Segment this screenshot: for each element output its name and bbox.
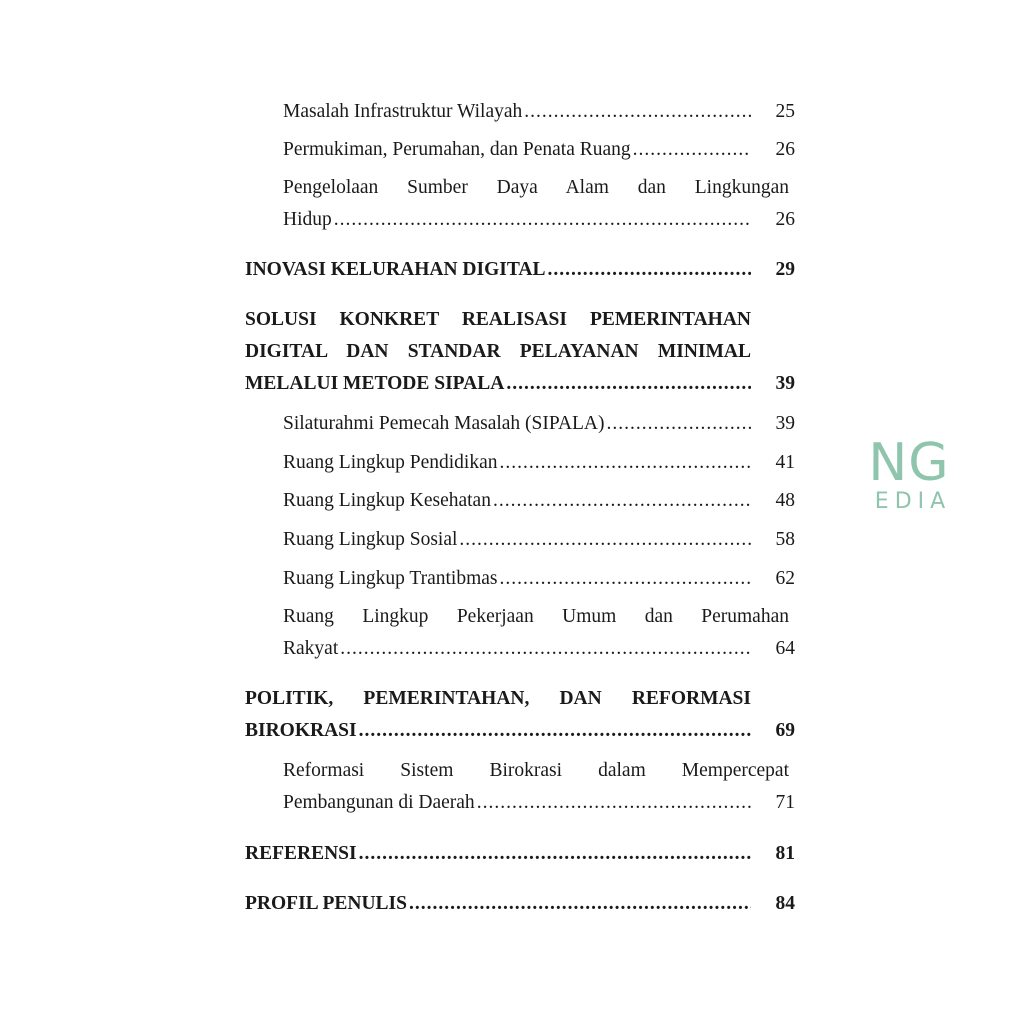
toc-entry-title: Masalah Infrastruktur Wilayah xyxy=(283,101,523,122)
toc-entry-line xyxy=(283,96,795,128)
toc-entry-title: Hidup xyxy=(283,209,332,230)
dot-leader xyxy=(524,96,751,128)
toc-entry xyxy=(245,683,795,747)
dot-leader xyxy=(409,888,751,920)
toc-entry xyxy=(283,96,795,128)
toc-entry-line xyxy=(245,254,795,286)
toc-entry xyxy=(283,447,795,479)
toc-entry-title: Ruang Lingkup Kesehatan xyxy=(283,490,491,511)
toc-page-number: 69 xyxy=(775,720,795,741)
toc-page-number: 25 xyxy=(775,101,795,122)
dot-leader xyxy=(340,633,751,665)
dot-leader xyxy=(499,447,751,479)
dot-leader xyxy=(334,204,751,236)
toc-entry-title: Rakyat xyxy=(283,638,339,659)
toc-entry xyxy=(283,485,795,517)
toc-entry-line xyxy=(245,838,795,870)
toc-page-number: 71 xyxy=(775,792,795,813)
toc-entry-title-line: Reformasi Sistem Birokrasi dalam Mempercepat xyxy=(283,760,789,781)
publisher-watermark xyxy=(862,433,956,514)
toc-entry xyxy=(283,134,795,166)
toc-entry xyxy=(245,888,795,920)
dot-leader xyxy=(500,563,751,595)
toc-page-number: 58 xyxy=(775,529,795,550)
dot-leader xyxy=(493,485,751,517)
toc-entry xyxy=(283,408,795,440)
toc-entry xyxy=(245,304,795,400)
toc-entry-line xyxy=(283,563,795,595)
toc-page-number: 84 xyxy=(775,893,795,914)
dot-leader xyxy=(459,524,751,556)
toc-entry-line xyxy=(283,134,795,166)
toc-entry-title-line: Ruang Lingkup Pekerjaan Umum dan Perumahan xyxy=(283,606,789,627)
dot-leader xyxy=(633,134,751,166)
toc-entry-line xyxy=(283,787,795,819)
toc-entry-line xyxy=(245,368,795,400)
toc-entry-title-line: POLITIK, PEMERINTAHAN, DAN REFORMASI xyxy=(245,688,751,709)
watermark-line-1: NG xyxy=(868,433,950,493)
toc-entry xyxy=(283,755,795,819)
toc-entry-title-line: DIGITAL DAN STANDAR PELAYANAN MINIMAL xyxy=(245,341,751,362)
toc-entry xyxy=(283,601,795,665)
toc-page-number: 26 xyxy=(775,209,795,230)
toc-entry-title: Pembangunan di Daerah xyxy=(283,792,475,813)
dot-leader xyxy=(359,838,751,870)
toc-page-number: 26 xyxy=(775,139,795,160)
toc-page-number: 39 xyxy=(775,373,795,394)
toc-entry-line xyxy=(283,447,795,479)
toc-entry-title-line: Pengelolaan Sumber Daya Alam dan Lingkungan xyxy=(283,177,789,198)
toc-entry-title: Silaturahmi Pemecah Masalah (SIPALA) xyxy=(283,413,605,434)
toc-page-number: 81 xyxy=(775,843,795,864)
toc-entry-title: MELALUI METODE SIPALA xyxy=(245,373,505,394)
toc-entry xyxy=(245,838,795,870)
toc-entry-title: BIROKRASI xyxy=(245,720,357,741)
toc-entry xyxy=(283,172,795,236)
toc-entry-line xyxy=(283,485,795,517)
toc-page-number: 62 xyxy=(775,568,795,589)
toc-entry-title: Ruang Lingkup Trantibmas xyxy=(283,568,498,589)
watermark-line-2: EDIA xyxy=(874,489,952,514)
toc-entry-line xyxy=(283,524,795,556)
toc-page-number: 48 xyxy=(775,490,795,511)
dot-leader xyxy=(607,408,751,440)
toc-entry-title: Ruang Lingkup Sosial xyxy=(283,529,458,550)
toc-entry-title: REFERENSI xyxy=(245,843,357,864)
toc-page-number: 29 xyxy=(775,259,795,280)
toc-entry xyxy=(245,254,795,286)
toc-entry xyxy=(283,524,795,556)
toc-entry-line xyxy=(283,633,795,665)
dot-leader xyxy=(548,254,751,286)
toc-page-number: 64 xyxy=(775,638,795,659)
toc-entry-title: PROFIL PENULIS xyxy=(245,893,407,914)
toc-entry xyxy=(283,563,795,595)
dot-leader xyxy=(477,787,751,819)
toc-entry-line xyxy=(245,888,795,920)
toc-entry-title: Permukiman, Perumahan, dan Penata Ruang xyxy=(283,139,631,160)
toc-entry-line xyxy=(283,408,795,440)
dot-leader xyxy=(359,715,751,747)
toc-entry-title-line: SOLUSI KONKRET REALISASI PEMERINTAHAN xyxy=(245,309,751,330)
toc-entry-line xyxy=(245,715,795,747)
toc-entry-line xyxy=(283,204,795,236)
toc-entry-title: Ruang Lingkup Pendidikan xyxy=(283,452,498,473)
toc-page-number: 39 xyxy=(775,413,795,434)
dot-leader xyxy=(506,368,751,400)
toc-page-number: 41 xyxy=(775,452,795,473)
toc-entry-title: INOVASI KELURAHAN DIGITAL xyxy=(245,259,546,280)
